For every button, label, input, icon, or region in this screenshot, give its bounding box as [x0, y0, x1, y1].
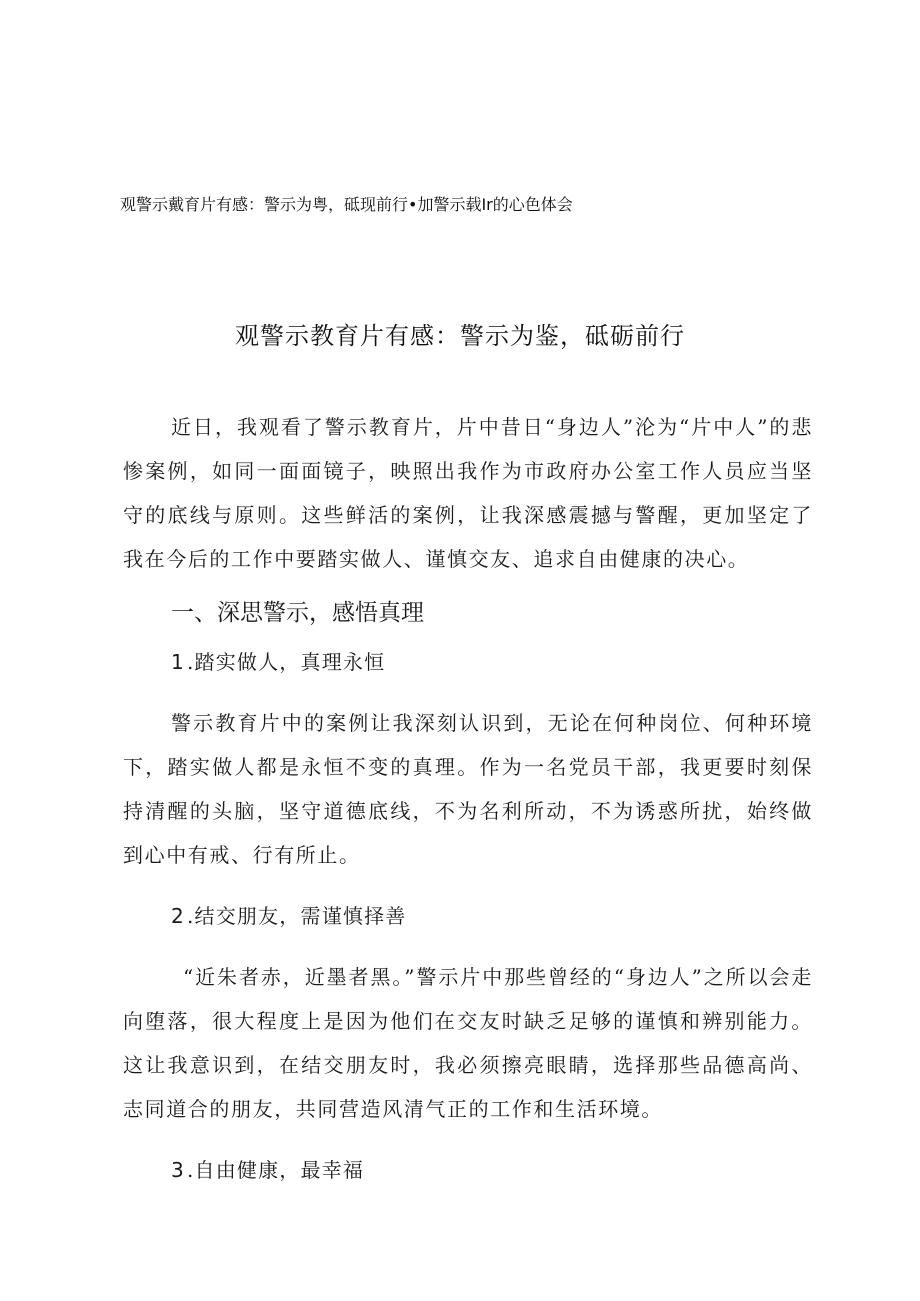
subsection-number: 1 — [171, 650, 185, 674]
document-body — [123, 405, 813, 1209]
intro-paragraph: 近日，我观看了警示教育片，片中昔日“身边人”沦为“片中人”的悲惨案例，如同一面面镜子，映照出我作为市政府办公室工作人员应当坚守的底线与原则。这些鲜活的案例，让我深感震撼与警醒，更加坚定了我在今后的工作中要踏实做人、谨慎交友、追求自由健康的决心。 — [123, 415, 813, 571]
subsection-number: 2 — [171, 904, 185, 928]
subsection-heading-1 — [171, 645, 813, 679]
subsection-paragraph-2: “近朱者赤，近墨者黑。”警示片中那些曾经的“身边人”之所以会走向堕落，很大程度上是因为他们在交友时缺乏足够的谨慎和辨别能力。这让我意识到，在结交朋友时，我必须擦亮眼睛，选择那些品德高尚、志同道合的朋友，共同营造风清气正的工作和生活环境。 — [123, 965, 813, 1121]
subsection-title: .踏实做人，真理永恒 — [186, 650, 386, 674]
subsection-heading-3 — [171, 1153, 813, 1187]
document-title: 观警示教育片有感：警示为鉴，砥砺前行 — [235, 322, 685, 350]
subsection-title: .自由健康，最幸福 — [186, 1158, 365, 1182]
section-heading: 一、深思警示，感悟真理 — [171, 600, 424, 626]
subsection-heading-2 — [171, 899, 813, 933]
subsection-number: 3 — [171, 1158, 185, 1182]
subsection-title: .结交朋友，需谨慎择善 — [186, 904, 407, 928]
subsection-paragraph-1: 警示教育片中的案例让我深刻认识到，无论在何种岗位、何种环境下，踏实做人都是永恒不变的真理。作为一名党员干部，我更要时刻保持清醒的头脑，坚守道德底线，不为名利所动，不为诱惑所扰，始终做到心中有戒、行有所止。 — [123, 711, 813, 867]
document-header-line: 观警示戴育片有感：警示为粤，砥现前行•加警示载Ir的心色体会 — [120, 195, 573, 214]
